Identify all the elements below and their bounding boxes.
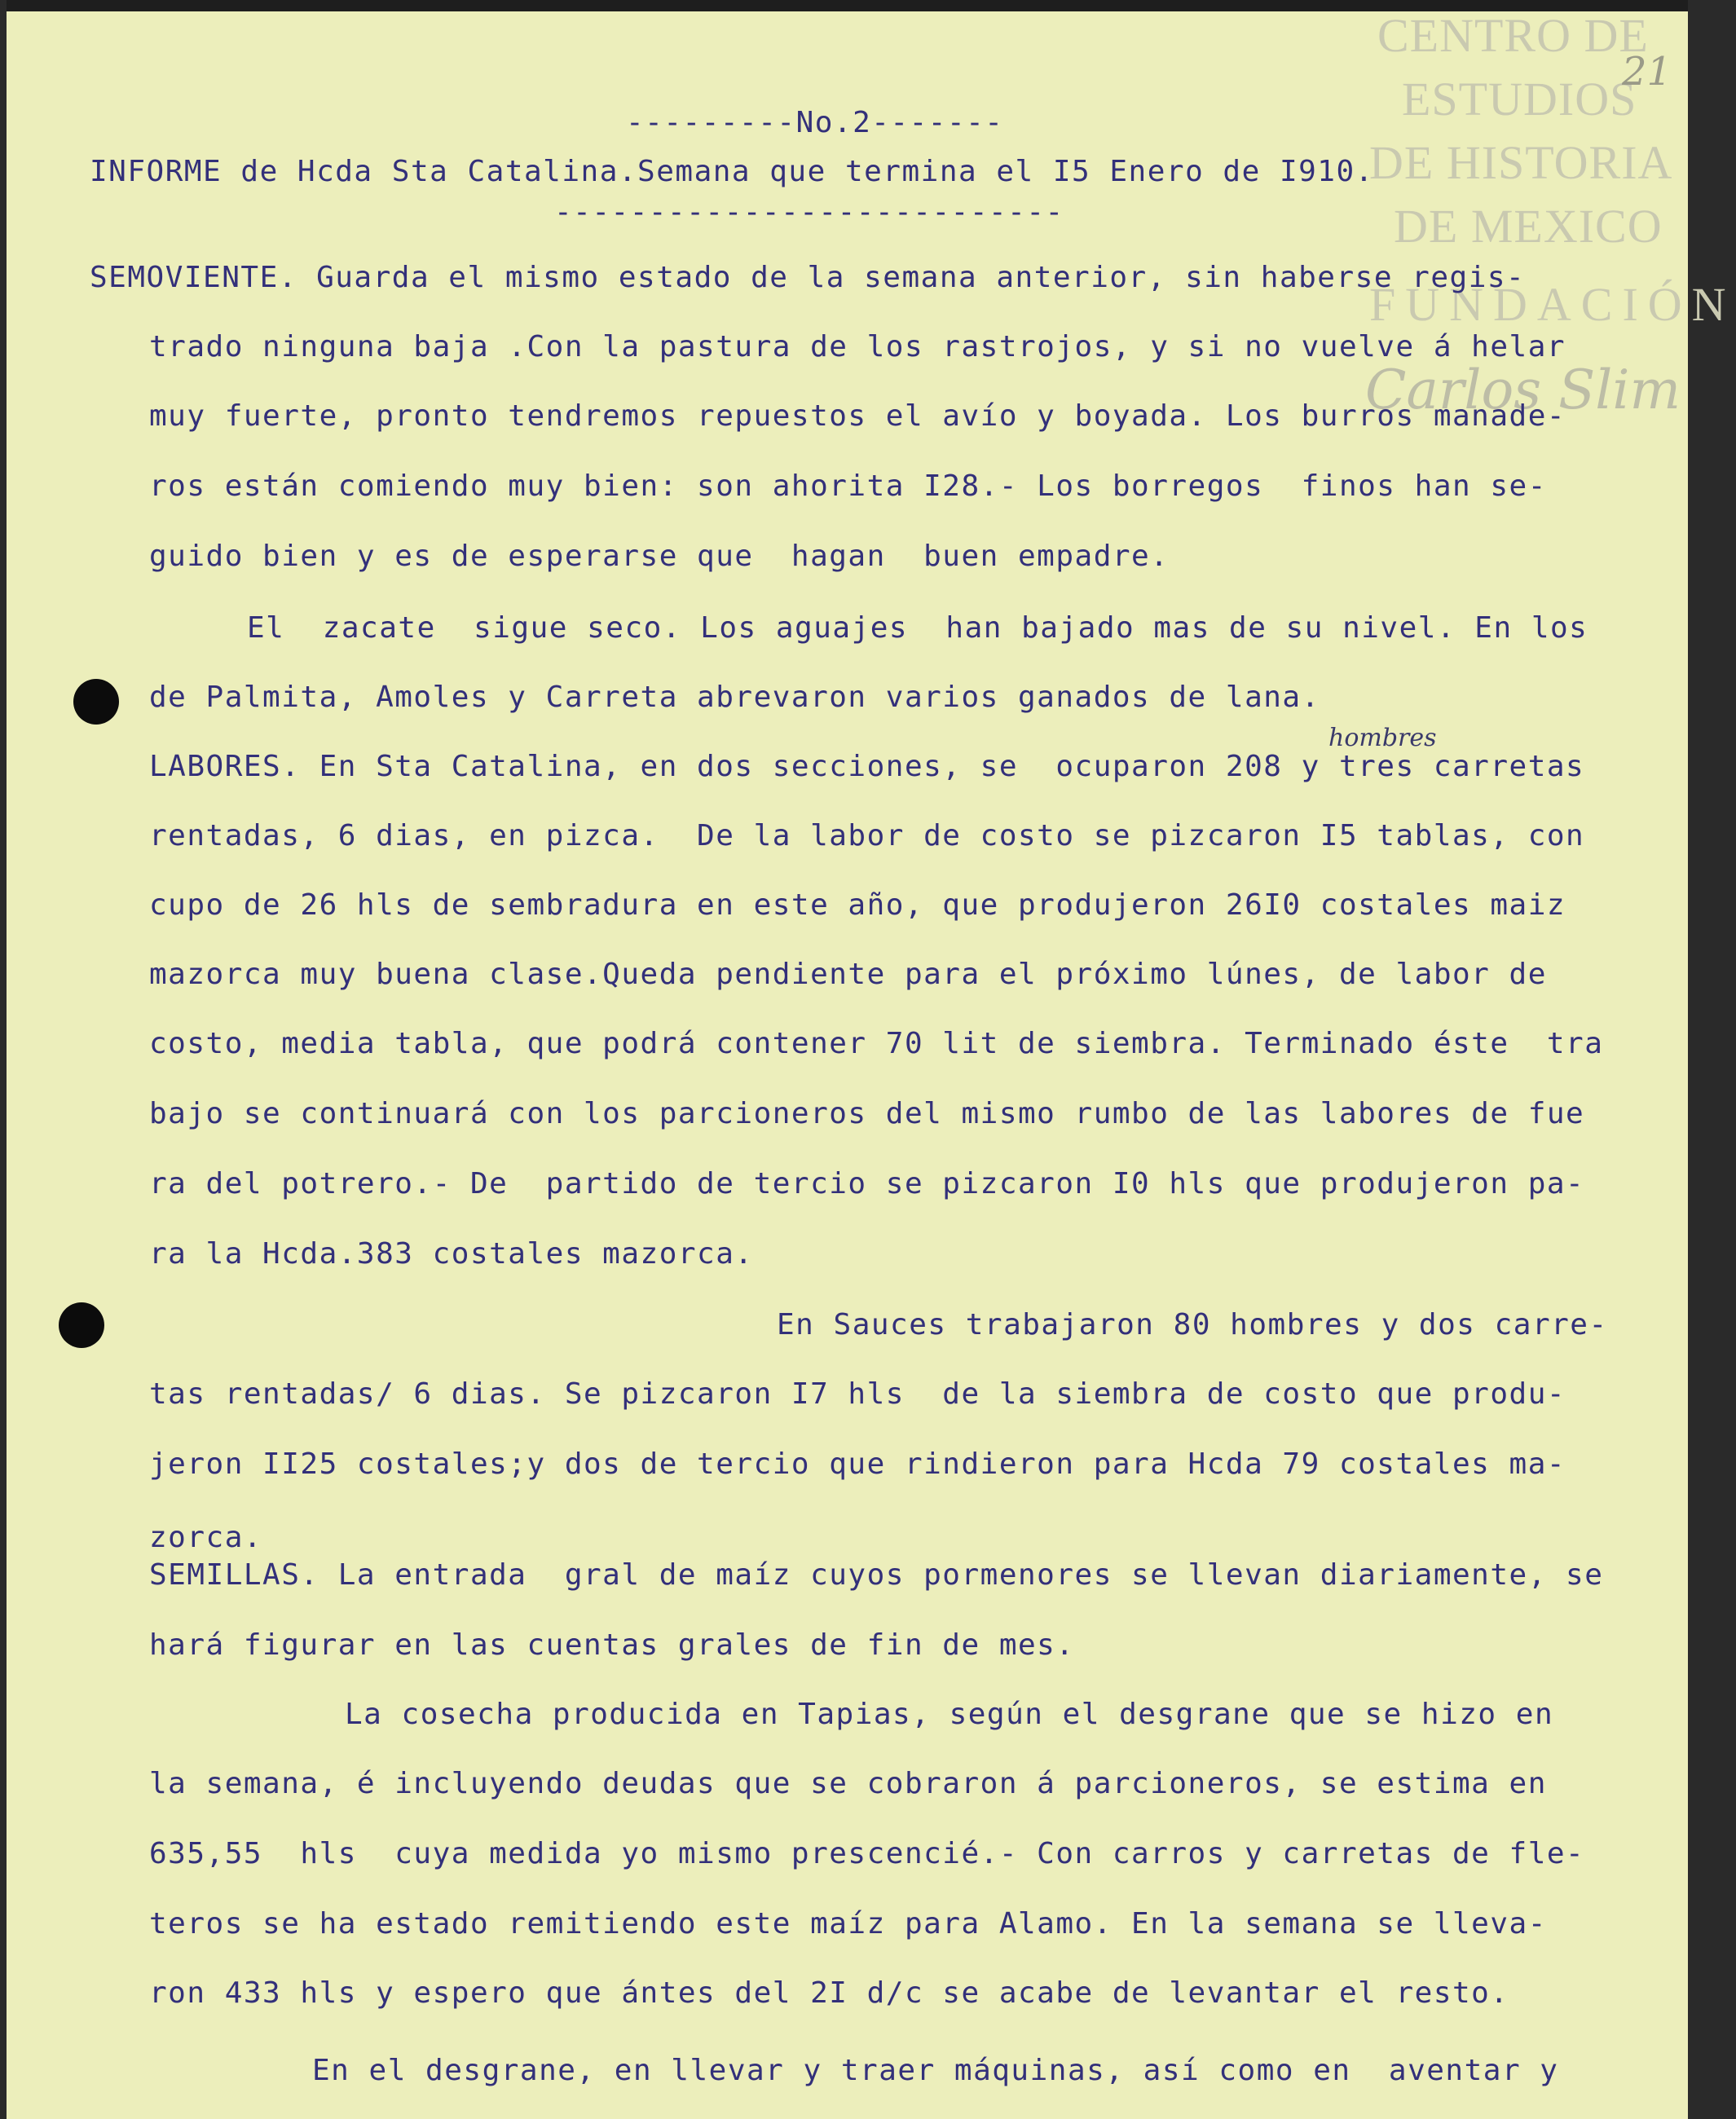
text-line: teros se ha estado remitiendo este maíz para Alamo. En la semana se lleva-: [149, 1907, 1547, 1941]
text-line: la semana, é incluyendo deudas que se cobraron á parcioneros, se estima en: [149, 1767, 1547, 1800]
text-line: LABORES. En Sta Catalina, en dos secciones, se ocuparon 208 y tres carretas: [149, 750, 1585, 783]
text-line: bajo se continuará con los parcioneros del mismo rumbo de las labores de fue: [149, 1097, 1585, 1130]
report-number: ---------No.2-------: [626, 106, 1004, 139]
text-line: 635,55 hls cuya medida yo mismo prescencié.- Con carros y carretas de fle-: [149, 1837, 1585, 1870]
stamp-line: ESTUDIOS: [1402, 73, 1637, 126]
text-line: costo, media tabla, que podrá contener 70 lit de siembra. Terminado éste tra: [149, 1027, 1604, 1060]
text-line: SEMILLAS. La entrada gral de maíz cuyos pormenores se llevan diariamente, se: [149, 1558, 1604, 1592]
stamp-line: CENTRO DE: [1377, 9, 1649, 62]
text-line: ra la Hcda.383 costales mazorca.: [149, 1237, 754, 1271]
handwritten-page-number: 21: [1622, 49, 1672, 95]
text-line: El zacate sigue seco. Los aguajes han bajado mas de su nivel. En los: [247, 611, 1588, 645]
stamp-line: DE HISTORIA: [1369, 136, 1673, 189]
text-line: jeron II25 costales;y dos de tercio que rindieron para Hcda 79 costales ma-: [149, 1447, 1566, 1481]
text-line: ron 433 hls y espero que ántes del 2I d/c se acabe de levantar el resto.: [149, 1976, 1509, 2010]
text-line: zorca.: [149, 1521, 263, 1554]
title-underline: ---------------------------: [554, 196, 1064, 229]
scan-edge-left: [0, 0, 7, 2119]
stamp-line: DE MEXICO: [1394, 200, 1663, 253]
text-line: trado ninguna baja .Con la pastura de los rastrojos, y si no vuelve á helar: [149, 330, 1566, 363]
text-line: SEMOVIENTE. Guarda el mismo estado de la semana anterior, sin haberse regis-: [90, 261, 1526, 294]
punch-hole: [59, 1302, 104, 1348]
text-line: guido bien y es de esperarse que hagan buen empadre.: [149, 540, 1170, 573]
handwritten-insertion: hombres: [1328, 724, 1437, 752]
stamp-line: FUNDACIÓN: [1369, 278, 1736, 331]
text-line: hará figurar en las cuentas grales de fin de mes.: [149, 1628, 1075, 1662]
text-line: ros están comiendo muy bien: son ahorita I28.- Los borregos finos han se-: [149, 469, 1547, 503]
text-line: ra del potrero.- De partido de tercio se pizcaron I0 hls que produjeron pa-: [149, 1167, 1585, 1200]
text-line: rentadas, 6 dias, en pizca. De la labor de costo se pizcaron I5 tablas, con: [149, 819, 1585, 852]
text-line: La cosecha producida en Tapias, según el desgrane que se hizo en: [345, 1698, 1554, 1731]
report-title: INFORME de Hcda Sta Catalina.Semana que termina el I5 Enero de I910.: [90, 155, 1374, 188]
text-line: En Sauces trabajaron 80 hombres y dos carre-: [777, 1308, 1608, 1341]
stamp-signature: Carlos Slim: [1365, 359, 1681, 421]
text-line: En el desgrane, en llevar y traer máquinas, así como en aventar y: [312, 2054, 1559, 2087]
text-line: de Palmita, Amoles y Carreta abrevaron varios ganados de lana.: [149, 681, 1320, 714]
text-line: tas rentadas/ 6 dias. Se pizcaron I7 hls de la siembra de costo que produ-: [149, 1377, 1566, 1411]
text-line: cupo de 26 hls de sembradura en este año, que produjeron 26I0 costales maiz: [149, 888, 1566, 922]
text-line: muy fuerte, pronto tendremos repuestos el avío y boyada. Los burros manade-: [149, 399, 1566, 433]
punch-hole: [73, 679, 119, 725]
text-line: mazorca muy buena clase.Queda pendiente para el próximo lúnes, de labor de: [149, 958, 1547, 991]
